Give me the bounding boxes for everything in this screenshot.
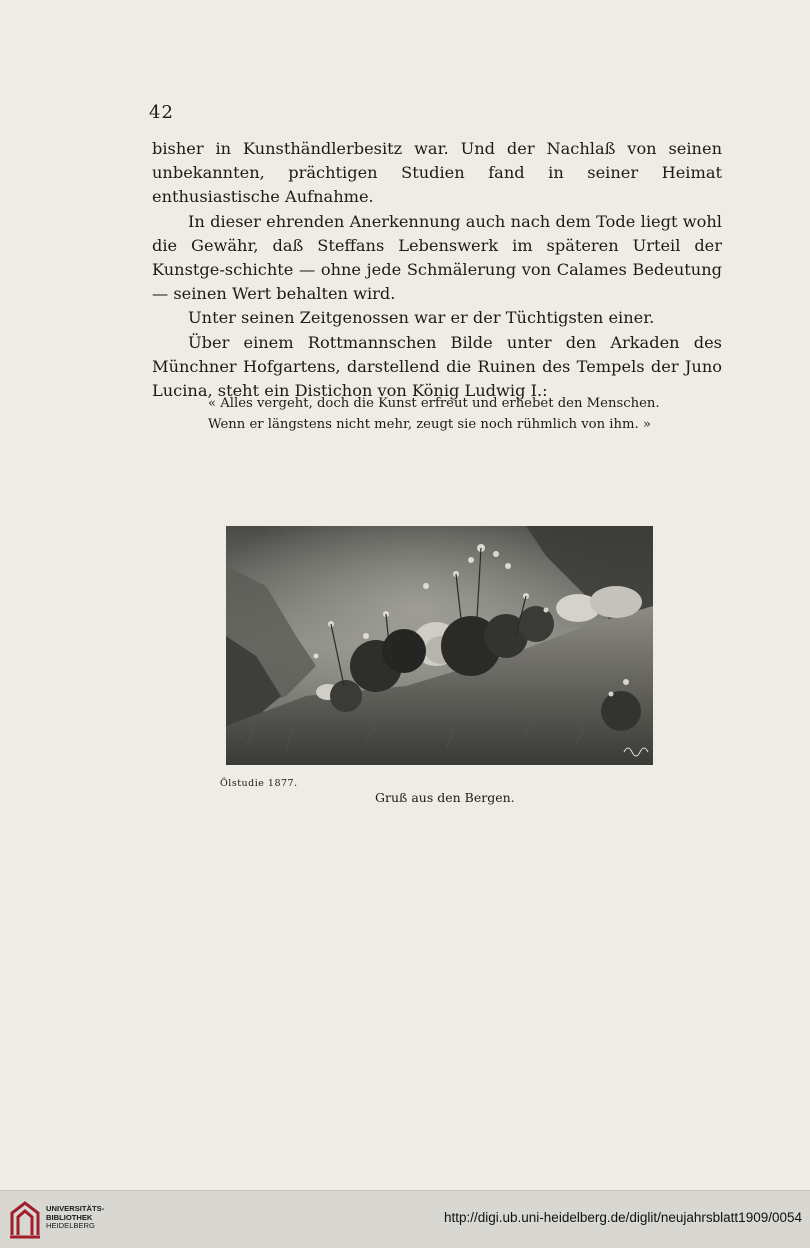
body-text (152, 137, 722, 403)
footer-bar (0, 1190, 810, 1248)
heidelberg-library-logo-icon[interactable] (8, 1199, 42, 1239)
paragraph: In dieser ehrenden Anerkennung auch nach dem Tode liegt wohl die Gewähr, daß Steffans Lebenswerk im späteren Urteil der Kunstge-schichte — ohne jede Schmälerung von Calames Bedeutung — seinen Wert behalten wird. (152, 211, 722, 304)
quote-line: « Alles vergeht, doch die Kunst erfreut und erhebet den Menschen. (208, 396, 660, 411)
mountain-landscape-image (226, 526, 653, 765)
figure-medium-caption: Ölstudie 1877. (220, 778, 298, 789)
paragraph: Über einem Rottmannschen Bilde unter den Arkaden des Münchner Hofgartens, darstellend die Ruinen des Tempels der Juno Lucina, steht ein Distichon von König Ludwig I.: (152, 332, 722, 401)
page-number: 42 (149, 102, 174, 123)
figure-title: Gruß aus den Bergen. (375, 790, 515, 805)
library-name-line: HEIDELBERG (46, 1221, 95, 1231)
library-name-line: UNIVERSITÄTS- (46, 1204, 105, 1213)
quote-line: Wenn er längstens nicht mehr, zeugt sie noch rühmlich von ihm. » (208, 417, 651, 432)
library-name[interactable] (46, 1205, 104, 1231)
painting-illustration (226, 526, 653, 765)
paragraph: Unter seinen Zeitgenossen war er der Tüchtigsten einer. (188, 308, 655, 328)
paragraph: bisher in Kunsthändlerbesitz war. Und der Nachlaß von seinen unbekannten, prächtigen Studien fand in seiner Heimat enthusiastische Aufnahme. (152, 139, 722, 207)
library-name-line: BIBLIOTHEK (46, 1212, 93, 1222)
distichon-quote (208, 393, 678, 435)
source-url-link[interactable]: http://digi.ub.uni-heidelberg.de/diglit/neujahrsblatt1909/0054 (443, 1210, 802, 1225)
